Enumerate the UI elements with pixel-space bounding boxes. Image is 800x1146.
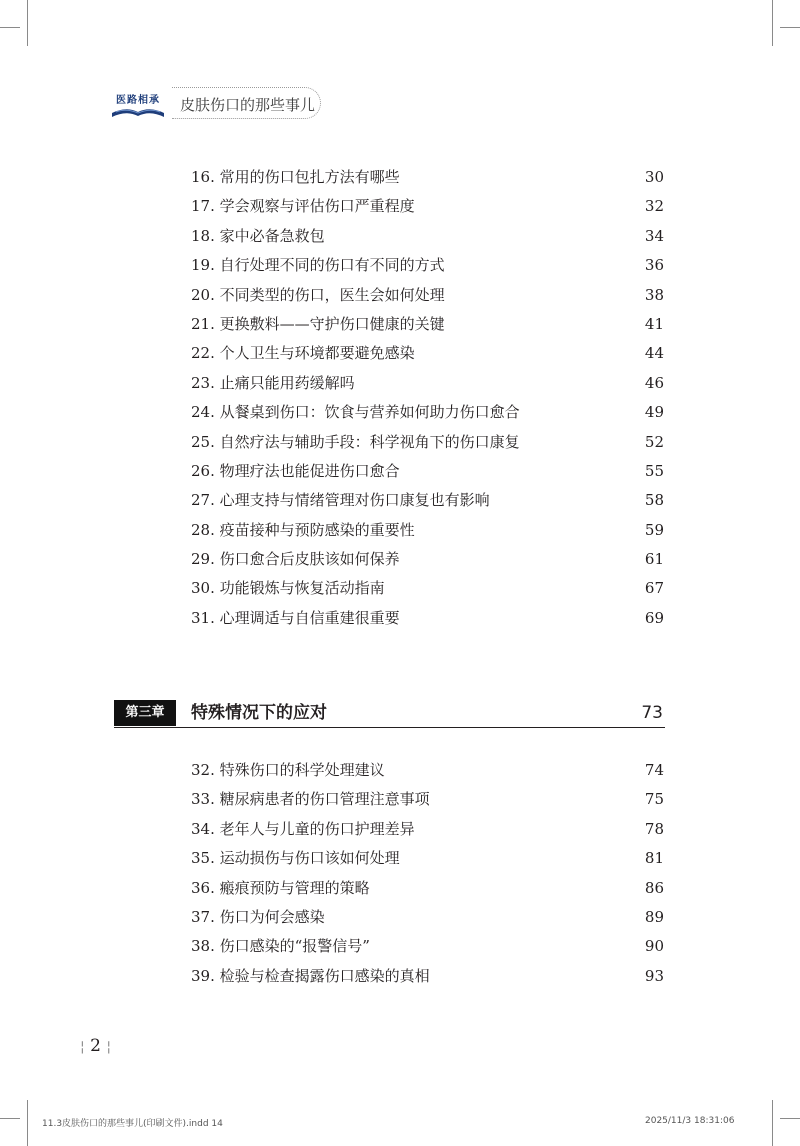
- toc-entry[interactable]: [191, 545, 664, 574]
- toc-entry-page: 41: [644, 314, 664, 333]
- series-logo: [108, 91, 168, 121]
- crop-mark: [780, 27, 800, 28]
- toc-entry[interactable]: [191, 428, 664, 457]
- toc-entry-title: 30. 功能锻炼与恢复活动指南: [191, 579, 385, 598]
- toc-entry[interactable]: [191, 486, 664, 515]
- toc-list: [191, 756, 664, 991]
- toc-entry-title: 37. 伤口为何会感染: [191, 907, 325, 926]
- toc-entry-page: 59: [644, 520, 664, 539]
- toc-entry[interactable]: [191, 962, 664, 991]
- toc-entry[interactable]: [191, 815, 664, 844]
- toc-entry-title: 21. 更换敷料——守护伤口健康的关键: [191, 314, 445, 333]
- toc-entry-page: 30: [644, 168, 664, 186]
- toc-entry[interactable]: [191, 398, 664, 427]
- toc-entry-page: 49: [644, 403, 664, 422]
- toc-entry[interactable]: [191, 874, 664, 903]
- crop-mark: [27, 1100, 28, 1146]
- crop-mark: [772, 0, 773, 46]
- toc-entry[interactable]: [191, 457, 664, 486]
- toc-entry[interactable]: [191, 339, 664, 368]
- toc-entry-title: 33. 糖尿病患者的伤口管理注意事项: [191, 790, 430, 809]
- toc-entry-page: 34: [644, 226, 664, 245]
- toc-entry-page: 93: [644, 966, 664, 985]
- toc-entry[interactable]: [191, 369, 664, 398]
- toc-entry-title: 34. 老年人与儿童的伤口护理差异: [191, 819, 415, 838]
- toc-entry[interactable]: [191, 516, 664, 545]
- toc-entry-title: 32. 特殊伤口的科学处理建议: [191, 761, 385, 779]
- toc-entry-title: 16. 常用的伤口包扎方法有哪些: [191, 168, 400, 186]
- toc-entry-title: 26. 物理疗法也能促进伤口愈合: [191, 461, 400, 480]
- toc-entry-page: 44: [644, 344, 664, 363]
- toc-entry-title: 35. 运动损伤与伤口该如何处理: [191, 849, 400, 868]
- toc-entry[interactable]: [191, 604, 664, 633]
- chapter-page-number: 73: [641, 703, 663, 723]
- toc-entry-title: 18. 家中必备急救包: [191, 226, 325, 245]
- folio-divider: ¦: [106, 1039, 112, 1055]
- toc-entry-page: 32: [644, 197, 664, 216]
- page-folio: [80, 1036, 111, 1056]
- toc-entry-title: 17. 学会观察与评估伤口严重程度: [191, 197, 415, 216]
- toc-entry-page: 55: [644, 461, 664, 480]
- logo-text: 医路相承: [116, 95, 160, 106]
- toc-entry[interactable]: [191, 785, 664, 814]
- crop-mark: [0, 1118, 20, 1119]
- toc-entry-title: 22. 个人卫生与环境都要避免感染: [191, 344, 415, 363]
- toc-entry-page: 75: [644, 790, 664, 809]
- toc-entry-title: 31. 心理调适与自信重建很重要: [191, 608, 400, 627]
- running-title: 皮肤伤口的那些事儿: [180, 96, 316, 114]
- toc-entry-title: 23. 止痛只能用药缓解吗: [191, 373, 355, 392]
- toc-entry-page: 58: [644, 491, 664, 510]
- slug-timestamp: 2025/11/3 18:31:06: [645, 1116, 735, 1126]
- toc-entry-page: 81: [644, 849, 664, 868]
- toc-entry-page: 90: [644, 937, 664, 956]
- toc-entry-title: 20. 不同类型的伤口，医生会如何处理: [191, 285, 445, 304]
- toc-entry-page: 89: [644, 907, 664, 926]
- toc-entry-title: 19. 自行处理不同的伤口有不同的方式: [191, 256, 445, 275]
- toc-entry-page: 69: [644, 608, 664, 627]
- page-number: 2: [90, 1036, 101, 1056]
- toc-entry-title: 28. 疫苗接种与预防感染的重要性: [191, 520, 415, 539]
- toc-entry-title: 36. 瘢痕预防与管理的策略: [191, 878, 370, 897]
- toc-entry[interactable]: [191, 932, 664, 961]
- toc-entry-page: 38: [644, 285, 664, 304]
- crop-mark: [0, 27, 20, 28]
- toc-entry-page: 74: [644, 761, 664, 779]
- chapter-badge: 第三章: [114, 700, 176, 726]
- toc-entry-title: 39. 检验与检查揭露伤口感染的真相: [191, 966, 430, 985]
- toc-entry-page: 78: [644, 819, 664, 838]
- toc-entry[interactable]: [191, 310, 664, 339]
- crop-mark: [27, 0, 28, 46]
- toc-entry[interactable]: [191, 281, 664, 310]
- toc-entry[interactable]: [191, 163, 664, 192]
- slug-file: 11.3皮肤伤口的那些事儿(印刷文件).indd 14: [42, 1119, 223, 1129]
- toc-entry-page: 86: [644, 878, 664, 897]
- toc-entry-title: 38. 伤口感染的“报警信号”: [191, 937, 370, 956]
- toc-entry-title: 25. 自然疗法与辅助手段：科学视角下的伤口康复: [191, 432, 520, 451]
- toc-entry[interactable]: [191, 251, 664, 280]
- toc-entry-page: 67: [644, 579, 664, 598]
- folio-divider: ¦: [80, 1039, 85, 1055]
- toc-entry-title: 29. 伤口愈合后皮肤该如何保养: [191, 550, 400, 569]
- toc-entry-page: 61: [644, 550, 664, 569]
- toc-entry[interactable]: [191, 222, 664, 251]
- toc-list: [191, 163, 664, 633]
- toc-entry-page: 52: [644, 432, 664, 451]
- toc-entry[interactable]: [191, 574, 664, 603]
- toc-entry[interactable]: [191, 844, 664, 873]
- chapter-heading: [114, 700, 665, 728]
- crop-mark: [772, 1100, 773, 1146]
- crop-mark: [780, 1118, 800, 1119]
- toc-entry-title: 24. 从餐桌到伤口：饮食与营养如何助力伤口愈合: [191, 403, 520, 422]
- open-book-icon: [108, 91, 168, 121]
- toc-entry[interactable]: [191, 903, 664, 932]
- toc-entry-page: 46: [644, 373, 664, 392]
- chapter-title: 特殊情况下的应对: [191, 703, 327, 723]
- toc-entry[interactable]: [191, 756, 664, 785]
- toc-entry[interactable]: [191, 192, 664, 221]
- toc-entry-page: 36: [644, 256, 664, 275]
- toc-entry-title: 27. 心理支持与情绪管理对伤口康复也有影响: [191, 491, 490, 510]
- chapter-rule: [114, 727, 665, 728]
